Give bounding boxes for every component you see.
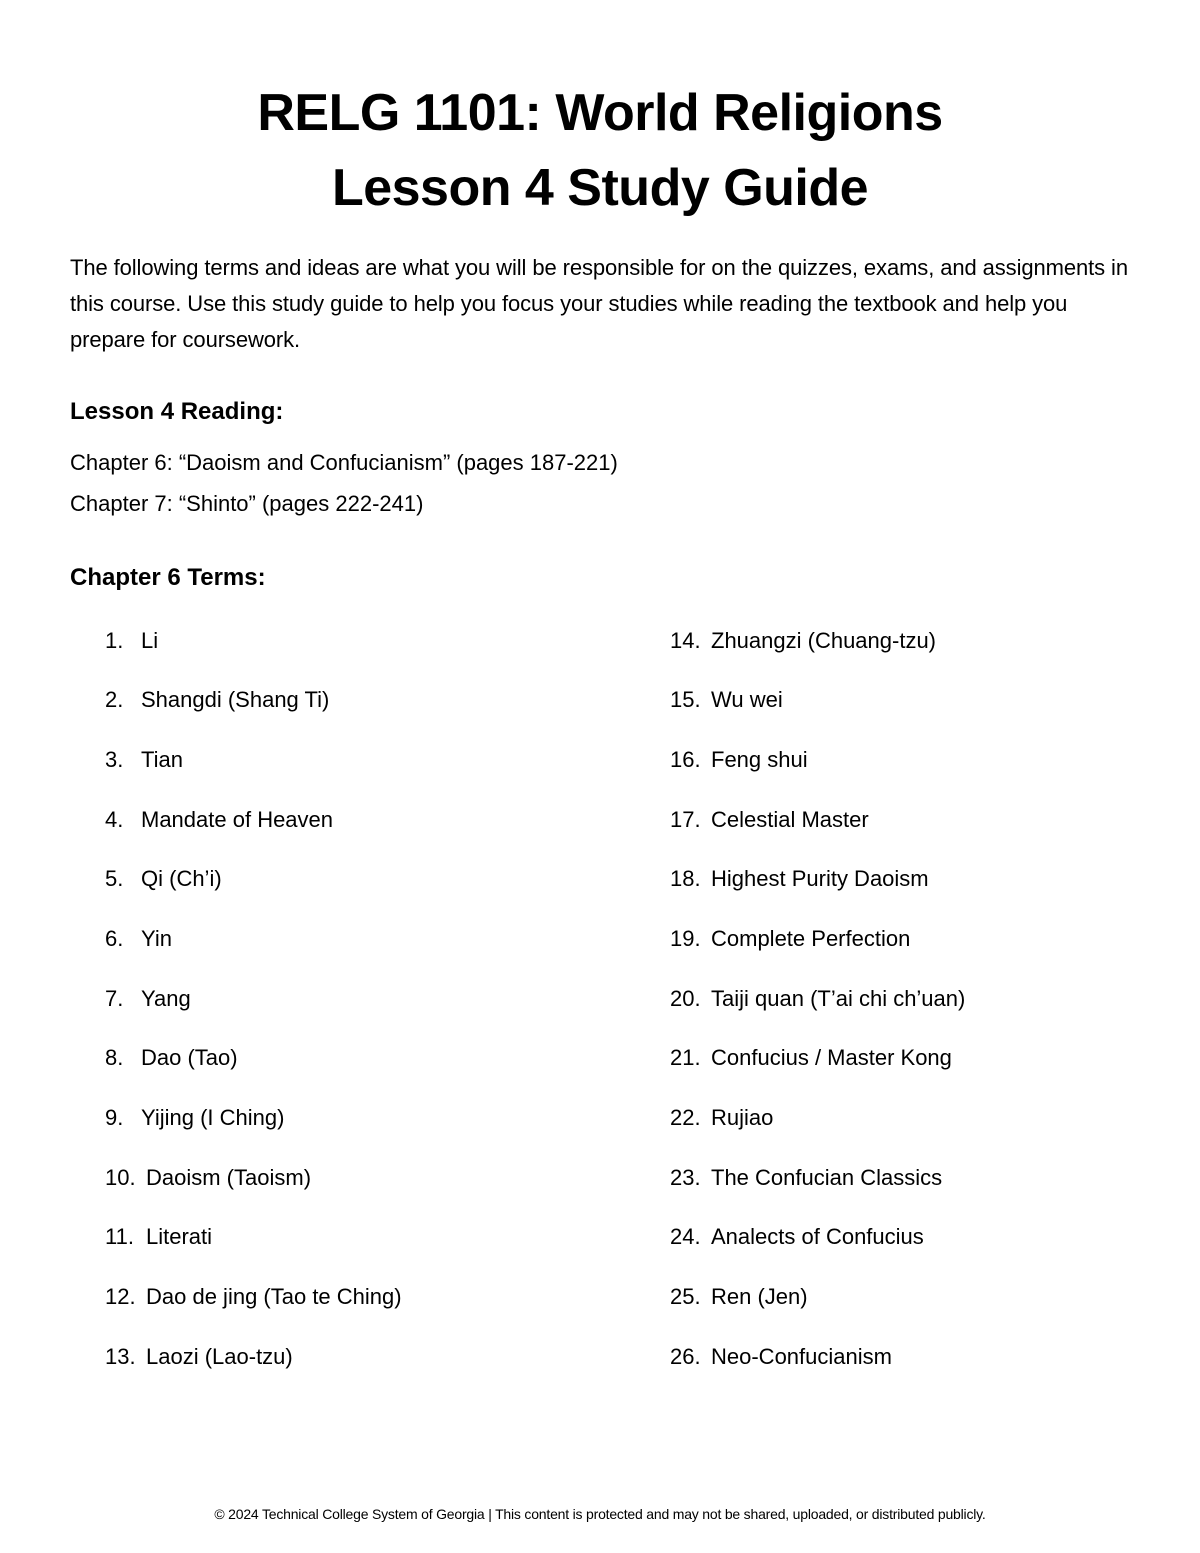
term-number: 10. xyxy=(105,1165,136,1190)
term-text: Laozi (Lao-tzu) xyxy=(146,1344,293,1369)
term-item xyxy=(105,1044,238,1072)
term-number: 3. xyxy=(105,747,124,772)
term-text: Celestial Master xyxy=(711,807,869,832)
term-item xyxy=(105,627,158,655)
page-title: RELG 1101: World Religions xyxy=(257,84,943,142)
term-number: 15. xyxy=(670,687,701,712)
term-item xyxy=(670,1044,952,1072)
term-number: 7. xyxy=(105,986,124,1011)
term-text: Yin xyxy=(141,926,172,951)
term-item xyxy=(670,1343,892,1371)
term-item xyxy=(105,925,172,953)
term-text: Confucius / Master Kong xyxy=(711,1045,952,1070)
term-number: 22. xyxy=(670,1105,701,1130)
term-item xyxy=(670,985,965,1013)
term-text: Shangdi (Shang Ti) xyxy=(141,687,330,712)
term-number: 14. xyxy=(670,628,701,653)
term-item xyxy=(670,806,869,834)
copyright-footer: © 2024 Technical College System of Georgia | This content is protected and may not be shared, uploaded, or distributed publicly. xyxy=(214,1506,986,1522)
term-text: The Confucian Classics xyxy=(711,1165,943,1190)
intro-paragraph: The following terms and ideas are what you will be responsible for on the quizzes, exams, and assignments in this course. Use this study guide to help you focus your studies while reading the textbook and help you prepare for coursework. xyxy=(70,255,1128,352)
term-number: 2. xyxy=(105,687,124,712)
term-text: Taiji quan (T’ai chi ch’uan) xyxy=(711,986,966,1011)
term-item xyxy=(105,1223,212,1251)
term-number: 1. xyxy=(105,628,124,653)
term-item xyxy=(105,865,222,893)
term-text: Tian xyxy=(141,747,183,772)
term-item xyxy=(105,1343,293,1371)
term-text: Yang xyxy=(141,986,191,1011)
term-item xyxy=(105,985,191,1013)
term-number: 12. xyxy=(105,1284,136,1309)
term-text: Analects of Confucius xyxy=(711,1224,924,1249)
term-text: Qi (Ch’i) xyxy=(141,866,222,891)
term-text: Daoism (Taoism) xyxy=(146,1165,312,1190)
term-item xyxy=(105,746,183,774)
term-text: Dao de jing (Tao te Ching) xyxy=(146,1284,402,1309)
term-text: Dao (Tao) xyxy=(141,1045,238,1070)
term-number: 8. xyxy=(105,1045,124,1070)
page-subtitle: Lesson 4 Study Guide xyxy=(331,159,869,217)
term-item xyxy=(105,686,329,714)
reading-item: Chapter 7: “Shinto” (pages 222-241) xyxy=(70,491,424,516)
term-number: 25. xyxy=(670,1284,701,1309)
term-text: Feng shui xyxy=(711,747,808,772)
term-text: Wu wei xyxy=(711,687,783,712)
term-item xyxy=(670,1104,773,1132)
term-text: Ren (Jen) xyxy=(711,1284,808,1309)
term-number: 23. xyxy=(670,1165,701,1190)
term-number: 5. xyxy=(105,866,124,891)
term-text: Li xyxy=(141,628,159,653)
term-item xyxy=(105,1283,402,1311)
term-number: 9. xyxy=(105,1105,124,1130)
term-number: 20. xyxy=(670,986,701,1011)
term-number: 26. xyxy=(670,1344,701,1369)
term-number: 11. xyxy=(105,1224,134,1249)
term-item xyxy=(105,1164,311,1192)
term-number: 18. xyxy=(670,866,701,891)
term-item xyxy=(670,627,936,655)
term-text: Rujiao xyxy=(711,1105,774,1130)
term-item xyxy=(670,1283,808,1311)
term-text: Zhuangzi (Chuang-tzu) xyxy=(711,628,937,653)
term-item xyxy=(670,865,929,893)
term-item xyxy=(670,1223,924,1251)
terms-heading: Chapter 6 Terms: xyxy=(70,564,266,591)
term-item xyxy=(105,1104,284,1132)
term-item xyxy=(670,1164,942,1192)
term-item xyxy=(670,746,808,774)
term-text: Literati xyxy=(146,1224,213,1249)
term-text: Highest Purity Daoism xyxy=(711,866,929,891)
term-text: Complete Perfection xyxy=(711,926,911,951)
term-number: 24. xyxy=(670,1224,701,1249)
term-number: 16. xyxy=(670,747,701,772)
term-number: 19. xyxy=(670,926,701,951)
term-item xyxy=(105,806,333,834)
reading-item: Chapter 6: “Daoism and Confucianism” (pages 187-221) xyxy=(70,450,618,475)
term-text: Neo-Confucianism xyxy=(711,1344,892,1369)
term-number: 17. xyxy=(670,807,701,832)
term-item xyxy=(670,925,910,953)
term-number: 13. xyxy=(105,1344,136,1369)
term-item xyxy=(670,686,783,714)
term-text: Yijing (I Ching) xyxy=(141,1105,285,1130)
term-number: 21. xyxy=(670,1045,701,1070)
term-text: Mandate of Heaven xyxy=(141,807,334,832)
term-number: 6. xyxy=(105,926,124,951)
term-number: 4. xyxy=(105,807,124,832)
reading-heading: Lesson 4 Reading: xyxy=(70,398,284,425)
